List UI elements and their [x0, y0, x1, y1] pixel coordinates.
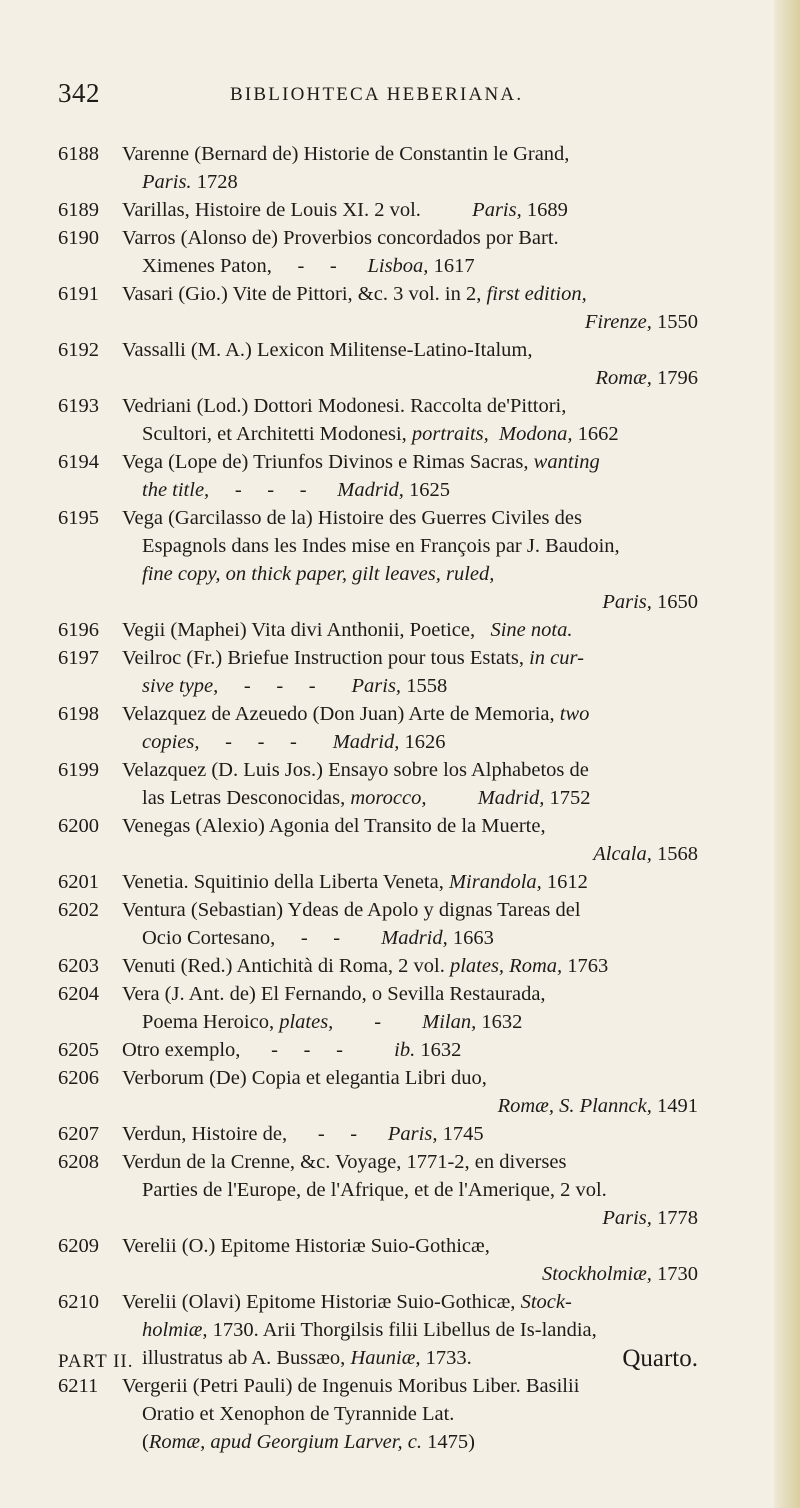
entry-number: 6193 [58, 395, 99, 417]
italic-text: Paris. [142, 171, 192, 193]
running-title: BIBLIOHTECA HEBERIANA. [230, 84, 524, 105]
entry-text: 1662 [572, 423, 619, 445]
italic-text: sive type, [142, 675, 219, 697]
entry-number: 6203 [58, 955, 99, 977]
entry-number: 6208 [58, 1151, 99, 1173]
catalogue-entry [58, 448, 698, 504]
catalogue-entry [58, 1064, 698, 1120]
entry-number: 6191 [58, 283, 99, 305]
entry-text: 1550 [651, 311, 698, 333]
entry-line [122, 952, 698, 980]
entry-line [122, 252, 698, 280]
entry-line [122, 1288, 698, 1316]
catalogue-entry [58, 812, 698, 868]
entry-line [122, 1428, 698, 1456]
entry-line [122, 280, 698, 308]
entry-text: 1796 [651, 367, 698, 389]
italic-text: Firenze, [584, 311, 652, 333]
catalogue-entry [58, 392, 698, 448]
entry-line [122, 196, 698, 224]
entry-line [122, 448, 698, 476]
entry-line [122, 1400, 698, 1428]
entry-text: Oratio et Xenophon de Tyrannide Lat. [142, 1403, 455, 1425]
entry-text: Venuti (Red.) Antichità di Roma, 2 vol. [122, 955, 450, 977]
italic-text: holmiæ, [142, 1319, 208, 1341]
italic-text: Sine nota. [490, 619, 573, 641]
entry-text: 1689 [521, 199, 568, 221]
entry-text: Verelii (O.) Epitome Historiæ Suio-Gothicæ, [122, 1235, 490, 1257]
catalogue-entry [58, 336, 698, 392]
entry-text: 1617 [428, 255, 475, 277]
italic-text: Romæ, S. Plannck, [497, 1095, 652, 1117]
italic-text: fine copy, on thick paper, gilt leaves, ruled, [142, 563, 495, 585]
catalogue-entry [58, 868, 698, 896]
page-edge [774, 0, 800, 1508]
catalogue-entry [58, 1372, 698, 1456]
entry-number: 6199 [58, 759, 99, 781]
entry-text: 1650 [651, 591, 698, 613]
entry-number: 6197 [58, 647, 99, 669]
entry-text: Parties de l'Europe, de l'Afrique, et de l'Amerique, 2 vol. [142, 1179, 607, 1201]
entry-number: 6206 [58, 1067, 99, 1089]
entry-line [122, 1316, 698, 1344]
italic-text: plates, [279, 1011, 334, 1033]
entry-text: Vergerii (Petri Pauli) de Ingenuis Moribus Liber. Basilii [122, 1375, 580, 1397]
entry-line [122, 924, 698, 952]
entry-line [122, 1092, 698, 1120]
entry-line [122, 644, 698, 672]
entry-line [122, 1260, 698, 1288]
italic-text: Paris, [351, 675, 402, 697]
entry-text: 1632 [476, 1011, 523, 1033]
entry-number: 6210 [58, 1291, 99, 1313]
italic-text: the title, [142, 479, 210, 501]
italic-text: Romæ, apud Georgium Larver, c. [148, 1431, 422, 1453]
italic-text: copies, [142, 731, 200, 753]
italic-text: Milan, [422, 1011, 477, 1033]
italic-text: portraits, Modona, [411, 423, 573, 445]
entry-text: 1626 [399, 731, 446, 753]
entry-line [122, 1008, 698, 1036]
entry-text: 1763 [562, 955, 609, 977]
entry-line [122, 588, 698, 616]
entry-text: Venegas (Alexio) Agonia del Transito de la Muerte, [122, 815, 546, 837]
entry-text: Verdun, Histoire de, - - [122, 1123, 388, 1145]
entry-line [122, 364, 698, 392]
italic-text: ib. [394, 1039, 416, 1061]
entry-number: 6198 [58, 703, 99, 725]
catalogue-entry [58, 1232, 698, 1288]
entry-number: 6189 [58, 199, 99, 221]
entry-text: 1568 [651, 843, 698, 865]
entry-line [122, 616, 698, 644]
entry-number: 6200 [58, 815, 99, 837]
entry-line [122, 504, 698, 532]
signature-mark: PART II. [58, 1351, 134, 1372]
entry-text: Venetia. Squitinio della Liberta Veneta, [122, 871, 449, 893]
entry-line [122, 980, 698, 1008]
catalogue-entry [58, 140, 698, 196]
entry-text: Velazquez de Azeuedo (Don Juan) Arte de Memoria, [122, 703, 560, 725]
italic-text: wanting [533, 451, 600, 473]
entry-text: 1733. [420, 1347, 472, 1369]
entry-number: 6201 [58, 871, 99, 893]
italic-text: Stockholmiæ, [541, 1263, 652, 1285]
entry-number: 6192 [58, 339, 99, 361]
entry-number: 6205 [58, 1039, 99, 1061]
italic-text: Paris, [602, 591, 652, 613]
italic-text: Hauniæ, [350, 1347, 421, 1369]
entry-number: 6202 [58, 899, 99, 921]
entry-text: 1475) [421, 1431, 475, 1453]
entry-text: Vegii (Maphei) Vita divi Anthonii, Poetice, [122, 619, 491, 641]
italic-text: Paris, [602, 1207, 652, 1229]
entry-line [122, 700, 698, 728]
entry-number: 6209 [58, 1235, 99, 1257]
entry-text: 1558 [401, 675, 448, 697]
entry-text: 1745 [437, 1123, 484, 1145]
catalogue-entry [58, 980, 698, 1036]
page-footer [58, 1345, 698, 1375]
entry-text: 1663 [447, 927, 494, 949]
entry-text: Varillas, Histoire de Louis XI. 2 vol. [122, 199, 473, 221]
entry-text: illustratus ab A. Bussæo, [142, 1347, 351, 1369]
entry-text: 1778 [651, 1207, 698, 1229]
entry-text: 1491 [651, 1095, 698, 1117]
entry-text: Vassalli (M. A.) Lexicon Militense-Latino-Italum, [122, 339, 533, 361]
catalogue-entry [58, 700, 698, 756]
entry-text: Verelii (Olavi) Epitome Historiæ Suio-Gothicæ, [122, 1291, 521, 1313]
entry-line [122, 1064, 698, 1092]
entry-line [122, 420, 698, 448]
entry-text: Vedriani (Lod.) Dottori Modonesi. Raccolta de'Pittori, [122, 395, 567, 417]
entry-text: ( [142, 1431, 149, 1453]
entry-line [122, 392, 698, 420]
entry-text: Vera (J. Ant. de) El Fernando, o Sevilla Restaurada, [122, 983, 546, 1005]
catalogue-entry [58, 896, 698, 952]
catalogue-entry [58, 756, 698, 812]
entry-text: - - - [209, 479, 338, 501]
entry-text: 1752 [544, 787, 591, 809]
entry-text: Vega (Lope de) Triunfos Divinos e Rimas Sacras, [122, 451, 534, 473]
entry-text: las Letras Desconocidas, [142, 787, 351, 809]
entry-number: 6195 [58, 507, 99, 529]
entry-line [122, 868, 698, 896]
entry-line [122, 1176, 698, 1204]
entry-text: Verborum (De) Copia et elegantia Libri duo, [122, 1067, 487, 1089]
entry-text: Ventura (Sebastian) Ydeas de Apolo y dignas Tareas del [122, 899, 581, 921]
entry-line [122, 532, 698, 560]
entry-line [122, 476, 698, 504]
entry-text: Poema Heroico, [142, 1011, 280, 1033]
catalogue-entry [58, 224, 698, 280]
catalogue-entry [58, 644, 698, 700]
page-number: 342 [58, 78, 100, 108]
italic-text: two [559, 703, 590, 725]
entry-line [122, 756, 698, 784]
entry-text: Ocio Cortesano, - - [142, 927, 382, 949]
entry-text: 1625 [403, 479, 451, 501]
italic-text: Madrid, [381, 927, 448, 949]
catalogue-entry [58, 616, 698, 644]
entry-line [122, 140, 698, 168]
catalogue-entry [58, 504, 698, 616]
entry-line [122, 1036, 698, 1064]
entry-line [122, 1204, 698, 1232]
entry-line [122, 168, 698, 196]
entry-text: Veilroc (Fr.) Briefue Instruction pour tous Estats, [122, 647, 530, 669]
entry-text: Otro exemplo, - - - [122, 1039, 395, 1061]
entry-text: Velazquez (D. Luis Jos.) Ensayo sobre los Alphabetos de [122, 759, 589, 781]
entry-number: 6188 [58, 143, 99, 165]
entry-text: 1728 [191, 171, 238, 193]
catalogue-entry [58, 1120, 698, 1148]
entry-text: Espagnols dans les Indes mise en François par J. Baudoin, [142, 535, 620, 557]
entry-number: 6196 [58, 619, 99, 641]
entry-line [122, 1232, 698, 1260]
italic-text: Madrid, [332, 731, 400, 753]
entry-line [122, 896, 698, 924]
format-heading: Quarto. [622, 1345, 698, 1372]
italic-text: Alcala, [593, 843, 652, 865]
entry-text: - - - [218, 675, 352, 697]
entry-line [122, 308, 698, 336]
entry-line [122, 672, 698, 700]
italic-text: Stock- [520, 1291, 572, 1313]
italic-text: Madrid, [337, 479, 404, 501]
italic-text: Mirandola, [448, 871, 542, 893]
catalogue-entries [58, 140, 698, 1456]
entry-text: Vega (Garcilasso de la) Histoire des Guerres Civiles des [122, 507, 582, 529]
entry-text: 1730. Arii Thorgilsis filii Libellus de Is-landia, [207, 1319, 597, 1341]
entry-text: Vasari (Gio.) Vite de Pittori, &c. 3 vol. in 2, [122, 283, 487, 305]
italic-text: Romæ, [595, 367, 652, 389]
italic-text: Lisboa, [367, 255, 429, 277]
catalogue-entry [58, 1148, 698, 1232]
entry-line [122, 1148, 698, 1176]
entry-text: - [333, 1011, 423, 1033]
entry-number: 6204 [58, 983, 99, 1005]
entry-text: - - - [199, 731, 333, 753]
catalogue-entry [58, 280, 698, 336]
italic-text: first edition, [486, 283, 587, 305]
entry-line [122, 1372, 698, 1400]
entry-line [122, 812, 698, 840]
italic-text: morocco, Madrid, [350, 787, 545, 809]
entry-text: Scultori, et Architetti Modonesi, [142, 423, 412, 445]
catalogue-entry [58, 196, 698, 224]
entry-text: Varenne (Bernard de) Historie de Constantin le Grand, [122, 143, 570, 165]
italic-text: Paris, [472, 199, 522, 221]
catalogue-entry [58, 1036, 698, 1064]
italic-text: in cur- [529, 647, 584, 669]
entry-line [122, 224, 698, 252]
entry-number: 6207 [58, 1123, 99, 1145]
catalogue-entry [58, 952, 698, 980]
entry-text: 1632 [415, 1039, 462, 1061]
entry-number: 6190 [58, 227, 99, 249]
entry-line [122, 728, 698, 756]
entry-line [122, 336, 698, 364]
entry-text: Verdun de la Crenne, &c. Voyage, 1771-2, en diverses [122, 1151, 567, 1173]
entry-number: 6194 [58, 451, 99, 473]
entry-number: 6211 [58, 1375, 99, 1397]
italic-text: Paris, [387, 1123, 438, 1145]
entry-text: Varros (Alonso de) Proverbios concordados por Bart. [122, 227, 559, 249]
entry-line [122, 784, 698, 812]
entry-text: Ximenes Paton, - - [142, 255, 368, 277]
entry-line [122, 560, 698, 588]
entry-line [122, 1120, 698, 1148]
entry-text: 1612 [541, 871, 588, 893]
italic-text: plates, Roma, [449, 955, 563, 977]
entry-line [122, 840, 698, 868]
entry-text: 1730 [651, 1263, 698, 1285]
